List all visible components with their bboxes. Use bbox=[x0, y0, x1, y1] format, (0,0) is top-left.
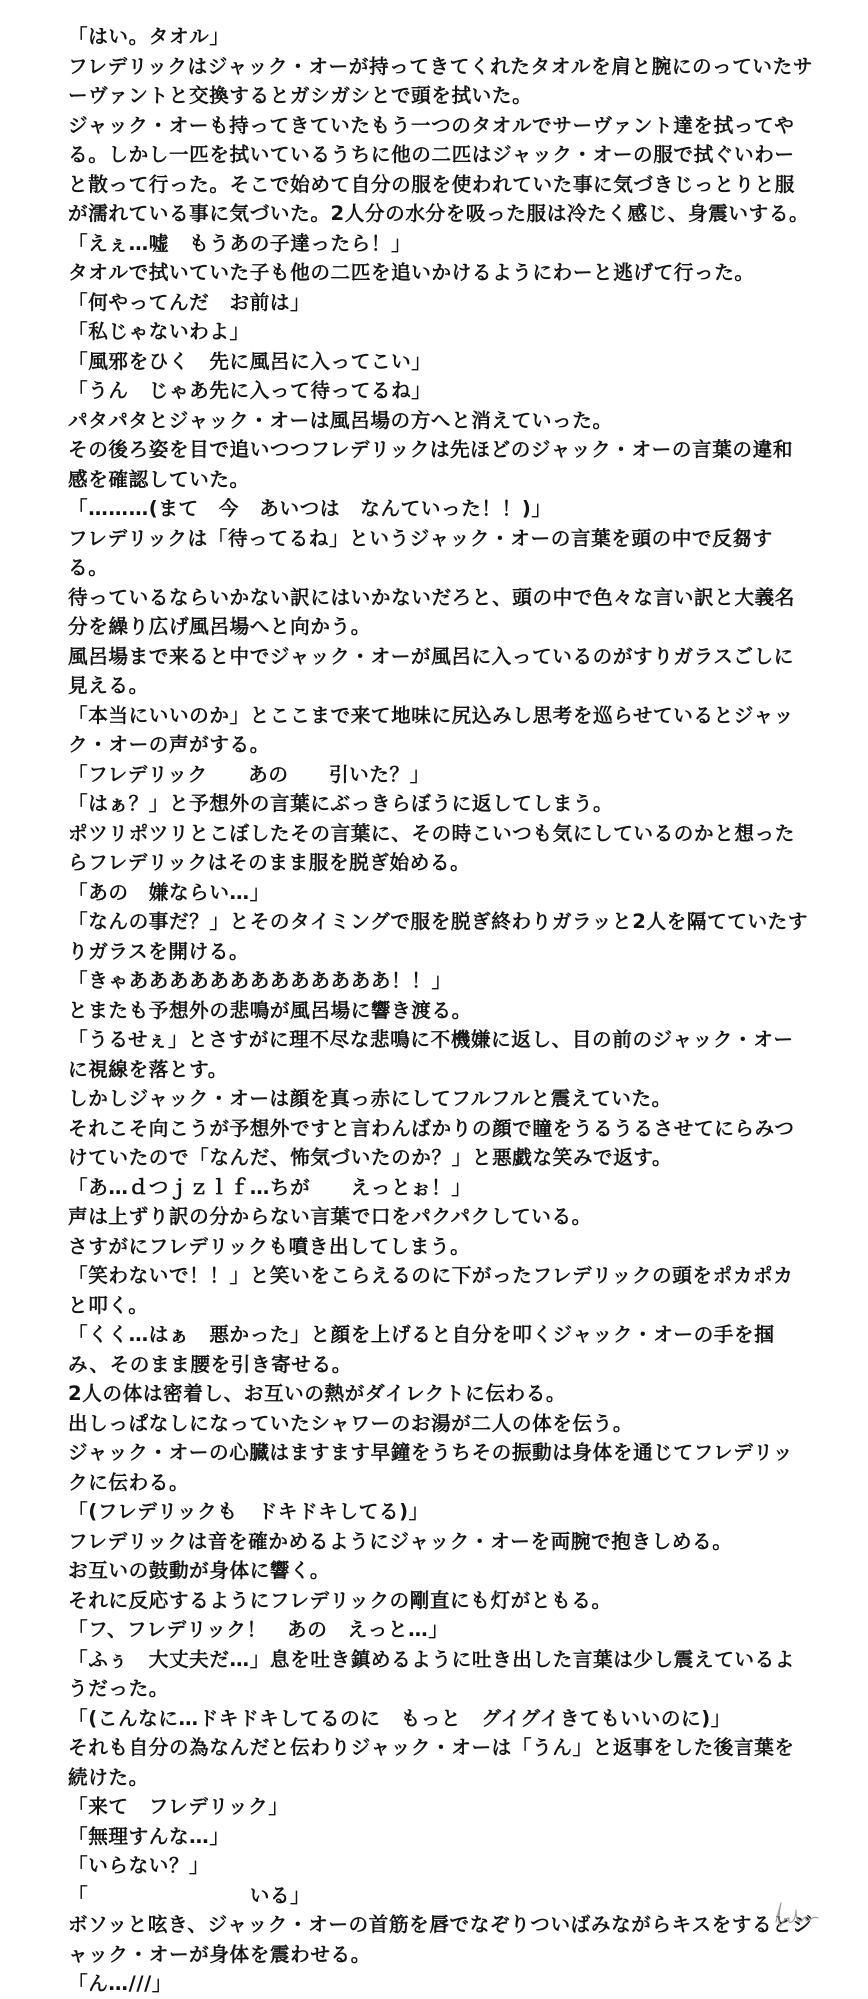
story-text bbox=[68, 22, 813, 1999]
paragraph: 「うるせぇ」とさすがに理不尽な悲鳴に不機嫌に返し、目の前のジャック・オーに視線を落とす。 bbox=[68, 1028, 794, 1081]
paragraph: それこそ向こうが予想外ですと言わんばかりの顔で瞳をうるうるさせてにらみつけていたので「なんだ、怖気づいたのか？」と悪戯な笑みで返す。 bbox=[68, 1116, 795, 1169]
paragraph: 「きゃあああああああああああああ！！」 bbox=[68, 969, 452, 992]
paragraph: しかしジャック・オーは顔を真っ赤にしてフルフルと震えていた。 bbox=[68, 1087, 672, 1110]
paragraph: 「ん…///」 bbox=[68, 1972, 173, 1995]
paragraph: 「えぇ…嘘 もうあの子達ったら！」 bbox=[68, 231, 412, 255]
paragraph: ジャック・オーの心臓はますます早鐘をうちその振動は身体を通じてフレデリックに伝わる。 bbox=[68, 1441, 794, 1494]
paragraph: フレデリックは音を確かめるようにジャック・オーを両腕で抱きしめる。 bbox=[68, 1529, 733, 1553]
paragraph: 声は上ずり訳の分からない言葉で口をパクパクしている。 bbox=[68, 1205, 592, 1228]
paragraph: 「あの 嫌ならい…」 bbox=[68, 880, 270, 904]
paragraph: それも自分の為なんだと伝わりジャック・オーは「うん」と返事をした後言葉を続けた。 bbox=[68, 1736, 795, 1789]
paragraph: 「………(まて 今 あいつは なんていった！！)」 bbox=[68, 497, 552, 520]
paragraph: ポツリポツリとこぼしたその言葉に、その時こいつも気にしているのかと想ったらフレデリックはそのまま服を脱ぎ始める。 bbox=[68, 821, 795, 874]
paragraph: 「はぁ？」と予想外の言葉にぶっきらぼうに返してしまう。 bbox=[68, 792, 614, 815]
paragraph: 「私じゃないわよ」 bbox=[68, 320, 250, 343]
paragraph: 「来て フレデリック」 bbox=[68, 1795, 289, 1818]
paragraph: 「(こんなに…ドキドキしてるのに もっと グイグイきてもいいのに)」 bbox=[68, 1706, 731, 1730]
paragraph: 「風邪をひく 先に風呂に入ってこい」 bbox=[68, 349, 432, 373]
paragraph: 「うん じゃあ先に入って待ってるね」 bbox=[68, 379, 432, 402]
paragraph: フレデリックは「待ってるね」というジャック・オーの言葉を頭の中で反芻する。 bbox=[68, 526, 773, 579]
author-signature bbox=[772, 1900, 820, 1930]
paragraph: お互いの鼓動が身体に響く。 bbox=[68, 1559, 331, 1582]
paragraph: さすがにフレデリックも噴き出してしまう。 bbox=[68, 1234, 471, 1258]
paragraph: 出しっぱなしになっていたシャワーのお湯が二人の体を伝う。 bbox=[68, 1411, 634, 1435]
paragraph: 「本当にいいのか」とここまで来て地味に尻込みし思考を巡らせているとジャック・オーの声がする。 bbox=[68, 703, 794, 756]
paragraph: フレデリックはジャック・オーが持ってきてくれたタオルを肩と腕にのっていたサーヴァントと交換するとガシガシとで頭を拭いた。 bbox=[68, 54, 814, 107]
paragraph: 「なんの事だ？」とそのタイミングで服を脱ぎ終わりガラッと2人を隔てていたすりガラスを開ける。 bbox=[68, 910, 809, 963]
paragraph: その後ろ姿を目で追いつつフレデリックは先ほどのジャック・オーの言葉の違和感を確認していた。 bbox=[68, 438, 794, 491]
paragraph: 「何やってんだ お前は」 bbox=[68, 290, 311, 314]
paragraph: ジャック・オーも持ってきていたもう一つのタオルでサーヴァント達を拭ってやる。しかし一匹を拭いているうちに他の二匹はジャック・オーの服で拭ぐいわーと散って行った。そこで始めて自分の服を使われていた事に気づきじっとりと服が濡れている事に気づいた。2人分の水分を吸った服は冷たく感じ、身震いする。 bbox=[68, 113, 810, 225]
paragraph: 2人の体は密着し、お互いの熱がダイレクトに伝わる。 bbox=[68, 1382, 567, 1405]
paragraph: 待っているならいかない訳にはいかないだろと、頭の中で色々な言い訳と大義名分を繰り広げ風呂場へと向かう。 bbox=[68, 585, 795, 638]
paragraph: 「無理すんな…」 bbox=[68, 1824, 230, 1848]
paragraph: 「 いる」 bbox=[68, 1883, 311, 1907]
paragraph: 「(フレデリックも ドキドキしてる)」 bbox=[68, 1500, 429, 1523]
paragraph: 「いらない？」 bbox=[68, 1854, 210, 1877]
paragraph: タオルで拭いていた子も他の二匹を追いかけるようにわーと逃げて行った。 bbox=[68, 261, 755, 284]
paragraph: ボソッと呟き、ジャック・オーの首筋を唇でなぞりついばみながらキスをするとジャック・オーが身体を震わせる。 bbox=[68, 1913, 813, 1966]
paragraph: とまたも予想外の悲鳴が風呂場に響き渡る。 bbox=[68, 998, 472, 1022]
paragraph: 風呂場まで来ると中でジャック・オーが風呂に入っているのがすりガラスごしに見える。 bbox=[68, 644, 794, 697]
paragraph: それに反応するようにフレデリックの剛直にも灯がともる。 bbox=[68, 1588, 612, 1612]
paragraph: パタパタとジャック・オーは風呂場の方へと消えていった。 bbox=[68, 408, 613, 432]
paragraph: 「ふぅ 大丈夫だ…」息を吐き鎮めるように吐き出した言葉は少し震えているようだった。 bbox=[68, 1647, 795, 1700]
paragraph: 「くく…はぁ 悪かった」と顔を上げると自分を叩くジャック・オーの手を掴み、そのまま腰を引き寄せる。 bbox=[68, 1323, 775, 1376]
paragraph: 「はい。タオル」 bbox=[68, 25, 230, 48]
paragraph: 「フレデリック あの 引いた？」 bbox=[68, 762, 430, 786]
paragraph: 「フ、フレデリック！ あの えっと…」 bbox=[68, 1618, 449, 1641]
paragraph: 「笑わないで！！」と笑いをこらえるのに下がったフレデリックの頭をポカポカと叩く。 bbox=[68, 1264, 794, 1317]
paragraph: 「あ…ｄつｊｚｌｆ…ちが えっとぉ！」 bbox=[68, 1175, 472, 1199]
